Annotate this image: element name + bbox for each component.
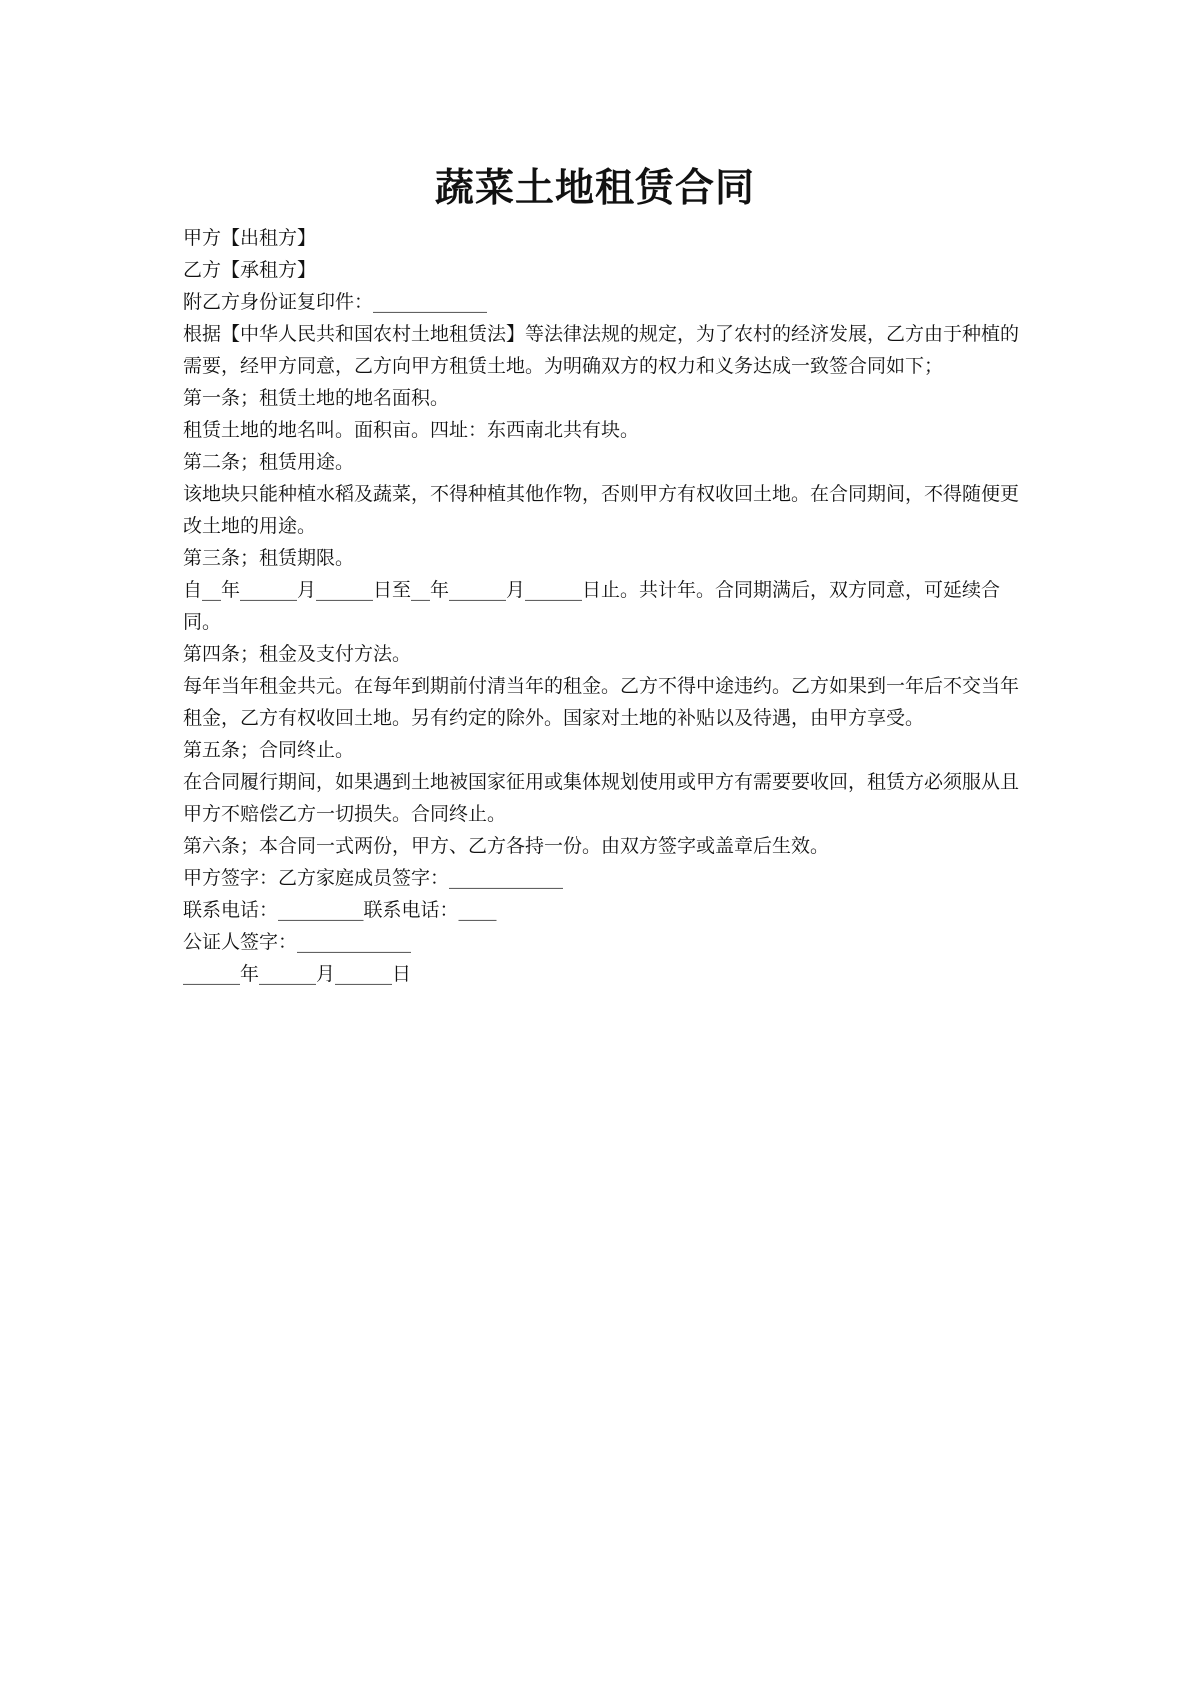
article-6-text: 第六条；本合同一式两份，甲方、乙方各持一份。由双方签字或盖章后生效。 [183,835,830,857]
signature-line: 甲方签字：乙方家庭成员签字：____________ [183,867,564,889]
article-1-text: 租赁土地的地名叫。面积亩。四址：东西南北共有块。 [183,419,640,441]
document-body [183,222,1021,990]
article-5-heading: 第五条；合同终止。 [183,739,355,761]
document-title: 蔬菜土地租赁合同 [434,165,755,211]
article-4-heading: 第四条；租金及支付方法。 [183,643,412,665]
notary-signature-line: 公证人签字：____________ [183,931,412,953]
article-1-heading: 第一条；租赁土地的地名面积。 [183,387,450,409]
article-5-text: 在合同履行期间，如果遇到土地被国家征用或集体规划使用或甲方有需要要收回，租赁方必须服从且甲方不赔偿乙方一切损失。合同终止。 [183,771,1020,825]
article-2-text: 该地块只能种植水稻及蔬菜，不得种植其他作物，否则甲方有权收回土地。在合同期间，不得随便更改土地的用途。 [183,483,1020,537]
party-a-line: 甲方【出租方】 [183,227,317,249]
article-2-heading: 第二条；租赁用途。 [183,451,355,473]
phone-line: 联系电话：_________联系电话：____ [183,899,497,921]
article-3-text: 自__年______月______日至__年______月______日止。共计年。合同期满后，双方同意，可延续合同。 [183,579,1001,633]
id-copy-line: 附乙方身份证复印件：____________ [183,291,488,313]
article-3-heading: 第三条；租赁期限。 [183,547,355,569]
article-4-text: 每年当年租金共元。在每年到期前付清当年的租金。乙方不得中途违约。乙方如果到一年后不交当年租金，乙方有权收回土地。另有约定的除外。国家对土地的补贴以及待遇，由甲方享受。 [183,675,1020,729]
preamble-paragraph: 根据【中华人民共和国农村土地租赁法】等法律法规的规定，为了农村的经济发展，乙方由于种植的需要，经甲方同意，乙方向甲方租赁土地。为明确双方的权力和义务达成一致签合同如下； [183,323,1020,377]
party-b-line: 乙方【承租方】 [183,259,317,281]
date-line: ______年______月______日 [183,963,412,985]
